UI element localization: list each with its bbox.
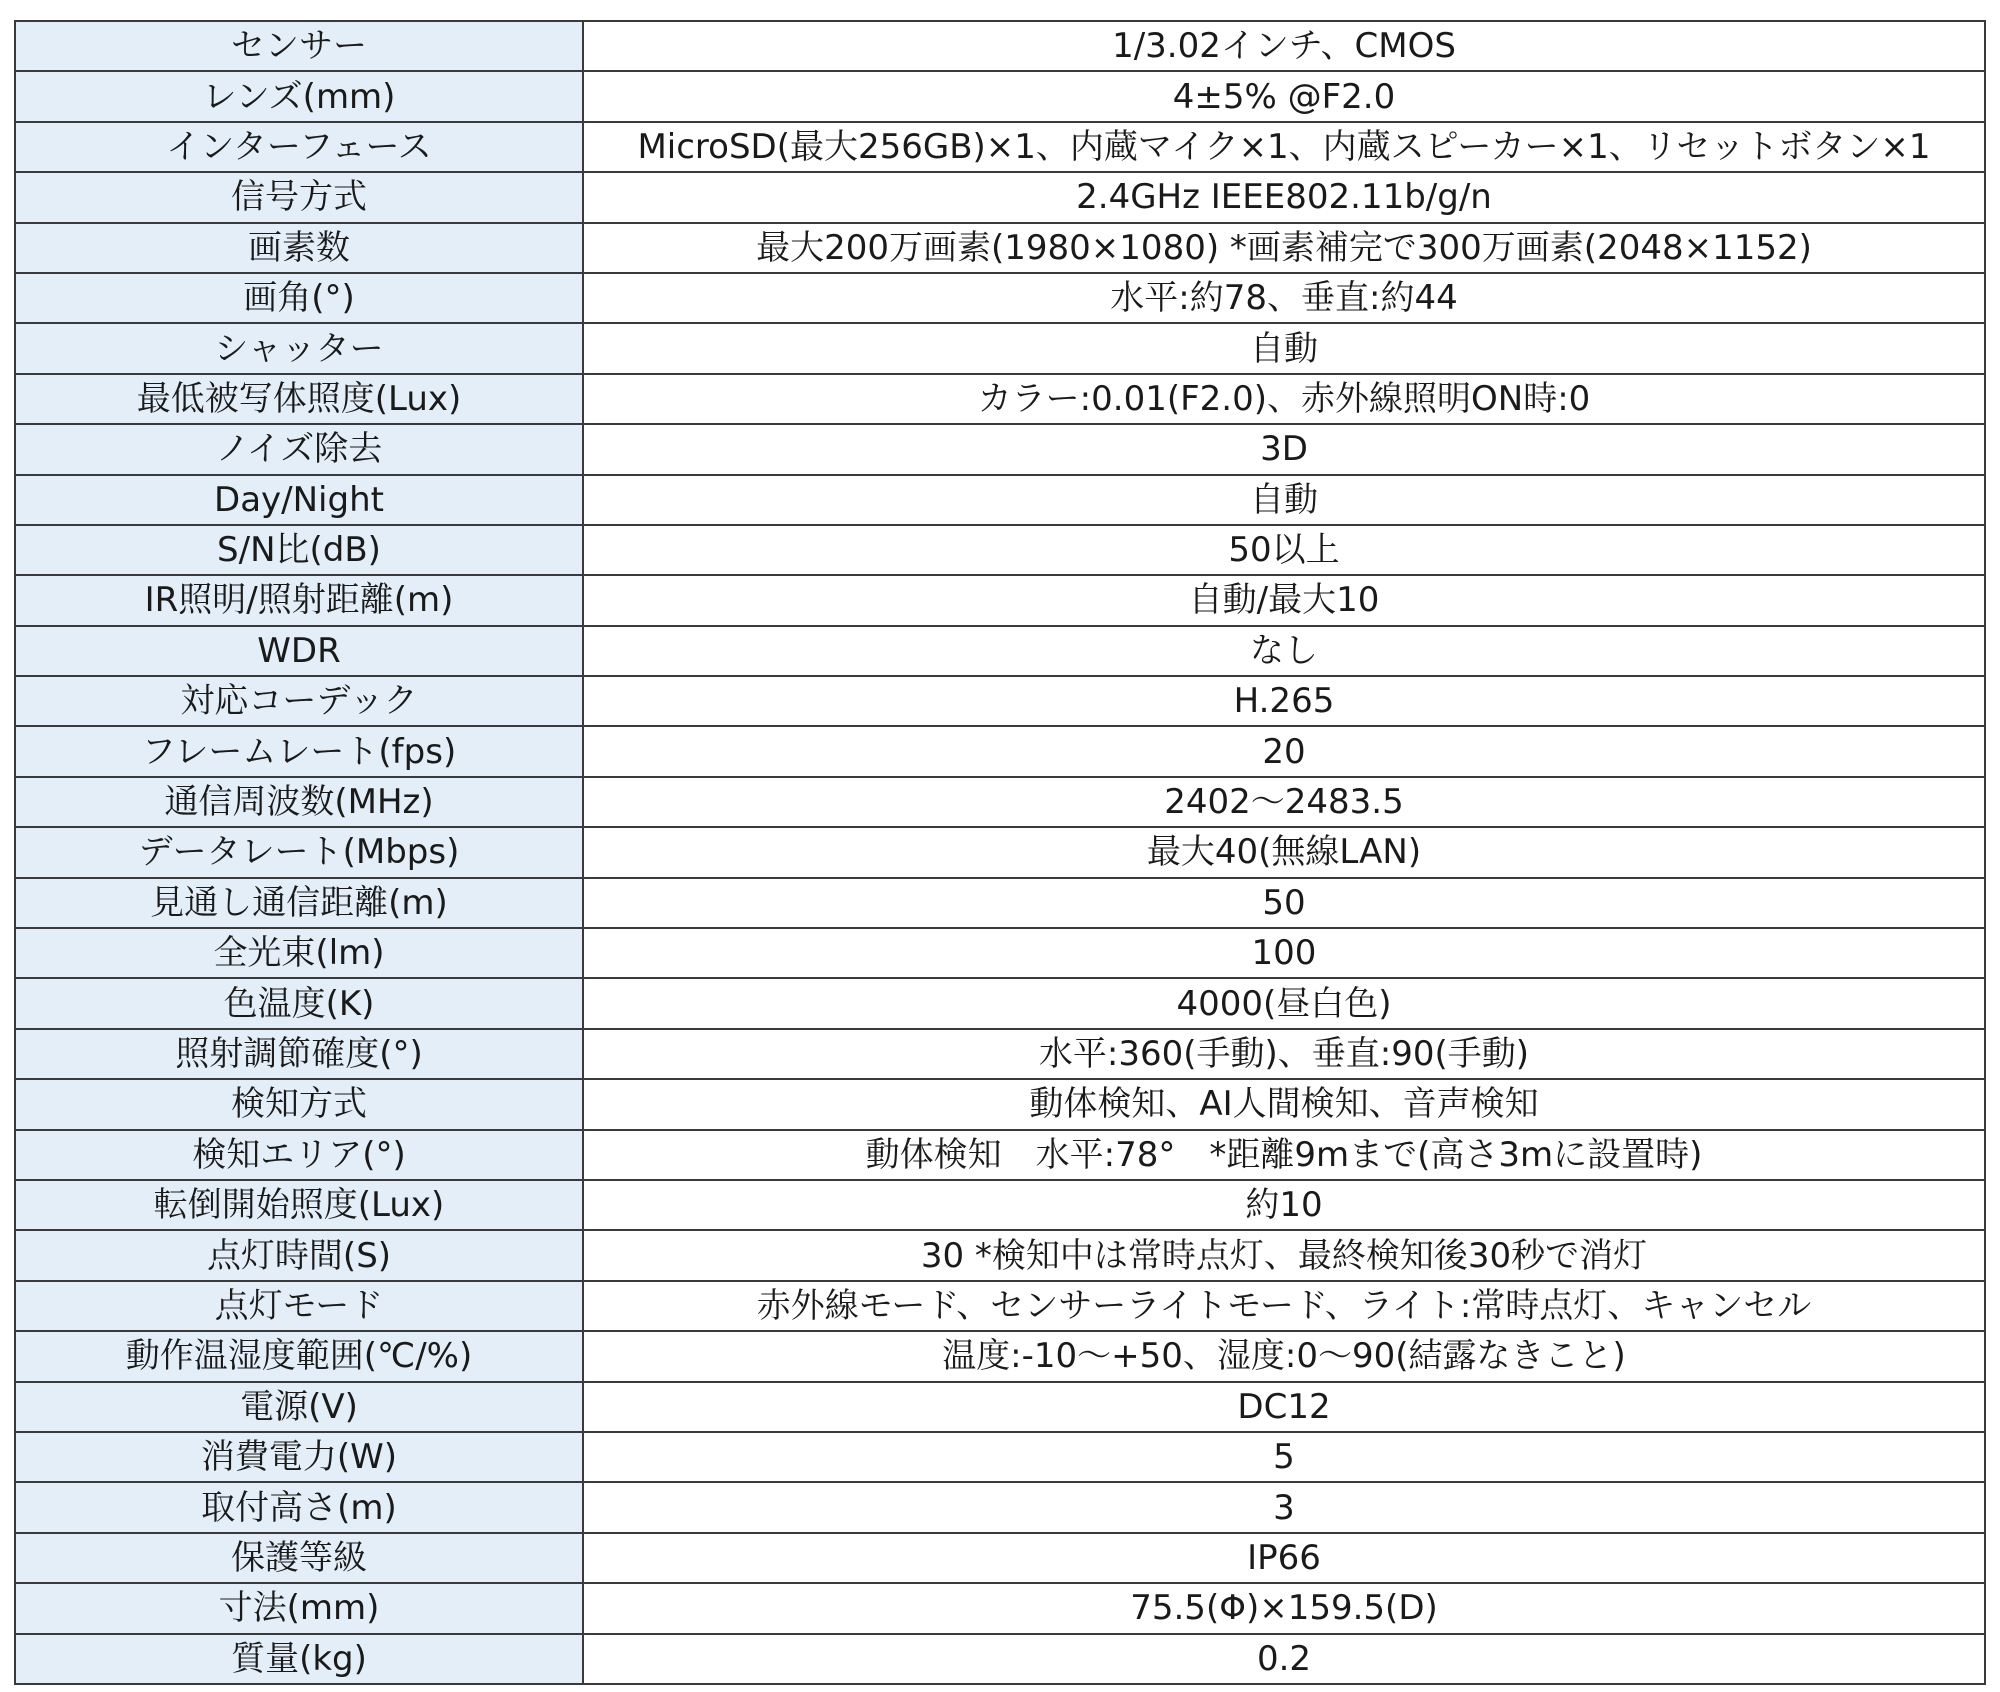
spec-row — [15, 928, 1985, 978]
spec-label: センサー — [15, 21, 583, 71]
spec-label: 画角(°) — [15, 273, 583, 323]
spec-label: 検知エリア(°) — [15, 1130, 583, 1180]
spec-row — [15, 1482, 1985, 1532]
spec-label: 電源(V) — [15, 1382, 583, 1432]
spec-value: 3 — [583, 1482, 1985, 1532]
spec-row — [15, 323, 1985, 373]
spec-row — [15, 827, 1985, 877]
spec-row — [15, 777, 1985, 827]
spec-row — [15, 273, 1985, 323]
spec-value: 3D — [583, 424, 1985, 474]
spec-row — [15, 71, 1985, 121]
spec-table-body — [15, 21, 1985, 1684]
spec-value: 水平:360(手動)、垂直:90(手動) — [583, 1029, 1985, 1079]
spec-row — [15, 1130, 1985, 1180]
spec-label: 検知方式 — [15, 1079, 583, 1129]
spec-row — [15, 374, 1985, 424]
spec-label: 信号方式 — [15, 172, 583, 222]
spec-value: 温度:-10～+50、湿度:0～90(結露なきこと) — [583, 1331, 1985, 1381]
spec-value: 4000(昼白色) — [583, 978, 1985, 1028]
spec-label: 対応コーデック — [15, 676, 583, 726]
spec-value: 動体検知、AI人間検知、音声検知 — [583, 1079, 1985, 1129]
spec-value: 50 — [583, 878, 1985, 928]
spec-row — [15, 1382, 1985, 1432]
spec-label: 全光束(lm) — [15, 928, 583, 978]
spec-label: インターフェース — [15, 122, 583, 172]
spec-label: IR照明/照射距離(m) — [15, 575, 583, 625]
spec-row — [15, 1583, 1985, 1633]
spec-row — [15, 1533, 1985, 1583]
spec-value: 2402～2483.5 — [583, 777, 1985, 827]
spec-row — [15, 575, 1985, 625]
spec-label: 点灯モード — [15, 1281, 583, 1331]
spec-label: 寸法(mm) — [15, 1583, 583, 1633]
spec-value: 100 — [583, 928, 1985, 978]
spec-row — [15, 475, 1985, 525]
spec-row — [15, 1634, 1985, 1684]
spec-value: 水平:約78、垂直:約44 — [583, 273, 1985, 323]
spec-row — [15, 424, 1985, 474]
spec-label: 消費電力(W) — [15, 1432, 583, 1482]
spec-value: 30 *検知中は常時点灯、最終検知後30秒で消灯 — [583, 1230, 1985, 1280]
spec-label: シャッター — [15, 323, 583, 373]
spec-label: 最低被写体照度(Lux) — [15, 374, 583, 424]
spec-value: H.265 — [583, 676, 1985, 726]
spec-value: カラー:0.01(F2.0)、赤外線照明ON時:0 — [583, 374, 1985, 424]
spec-row — [15, 122, 1985, 172]
spec-label: Day/Night — [15, 475, 583, 525]
spec-value: 赤外線モード、センサーライトモード、ライト:常時点灯、キャンセル — [583, 1281, 1985, 1331]
spec-label: 色温度(K) — [15, 978, 583, 1028]
spec-label: 照射調節確度(°) — [15, 1029, 583, 1079]
spec-value: なし — [583, 626, 1985, 676]
spec-value: 1/3.02インチ、CMOS — [583, 21, 1985, 71]
spec-label: 取付高さ(m) — [15, 1482, 583, 1532]
spec-row — [15, 1331, 1985, 1381]
spec-row — [15, 172, 1985, 222]
spec-value: 約10 — [583, 1180, 1985, 1230]
spec-row — [15, 1432, 1985, 1482]
spec-row — [15, 1180, 1985, 1230]
spec-value: 2.4GHz IEEE802.11b/g/n — [583, 172, 1985, 222]
spec-value: 0.2 — [583, 1634, 1985, 1684]
spec-label: レンズ(mm) — [15, 71, 583, 121]
spec-row — [15, 676, 1985, 726]
spec-label: WDR — [15, 626, 583, 676]
spec-value: 最大200万画素(1980×1080) *画素補完で300万画素(2048×1152) — [583, 223, 1985, 273]
spec-value: 5 — [583, 1432, 1985, 1482]
spec-row — [15, 223, 1985, 273]
spec-label: ノイズ除去 — [15, 424, 583, 474]
spec-label: 保護等級 — [15, 1533, 583, 1583]
spec-row — [15, 1230, 1985, 1280]
spec-label: S/N比(dB) — [15, 525, 583, 575]
spec-label: 転倒開始照度(Lux) — [15, 1180, 583, 1230]
spec-value: 75.5(Φ)×159.5(D) — [583, 1583, 1985, 1633]
spec-row — [15, 1281, 1985, 1331]
spec-value: 自動 — [583, 323, 1985, 373]
spec-label: 点灯時間(S) — [15, 1230, 583, 1280]
spec-row — [15, 626, 1985, 676]
spec-row — [15, 978, 1985, 1028]
spec-label: データレート(Mbps) — [15, 827, 583, 877]
spec-table — [14, 20, 1986, 1685]
spec-label: 見通し通信距離(m) — [15, 878, 583, 928]
spec-value: DC12 — [583, 1382, 1985, 1432]
spec-value: MicroSD(最大256GB)×1、内蔵マイク×1、内蔵スピーカー×1、リセットボタン×1 — [583, 122, 1985, 172]
spec-value: IP66 — [583, 1533, 1985, 1583]
spec-label: 動作温湿度範囲(℃/%) — [15, 1331, 583, 1381]
spec-label: フレームレート(fps) — [15, 726, 583, 776]
spec-row — [15, 878, 1985, 928]
spec-value: 動体検知 水平:78° *距離9mまで(高さ3mに設置時) — [583, 1130, 1985, 1180]
spec-row — [15, 1029, 1985, 1079]
spec-value: 50以上 — [583, 525, 1985, 575]
spec-value: 4±5% @F2.0 — [583, 71, 1985, 121]
spec-label: 画素数 — [15, 223, 583, 273]
spec-row — [15, 21, 1985, 71]
spec-value: 自動 — [583, 475, 1985, 525]
spec-label: 質量(kg) — [15, 1634, 583, 1684]
spec-value: 自動/最大10 — [583, 575, 1985, 625]
spec-label: 通信周波数(MHz) — [15, 777, 583, 827]
spec-value: 20 — [583, 726, 1985, 776]
spec-value: 最大40(無線LAN) — [583, 827, 1985, 877]
spec-row — [15, 726, 1985, 776]
spec-row — [15, 525, 1985, 575]
spec-row — [15, 1079, 1985, 1129]
